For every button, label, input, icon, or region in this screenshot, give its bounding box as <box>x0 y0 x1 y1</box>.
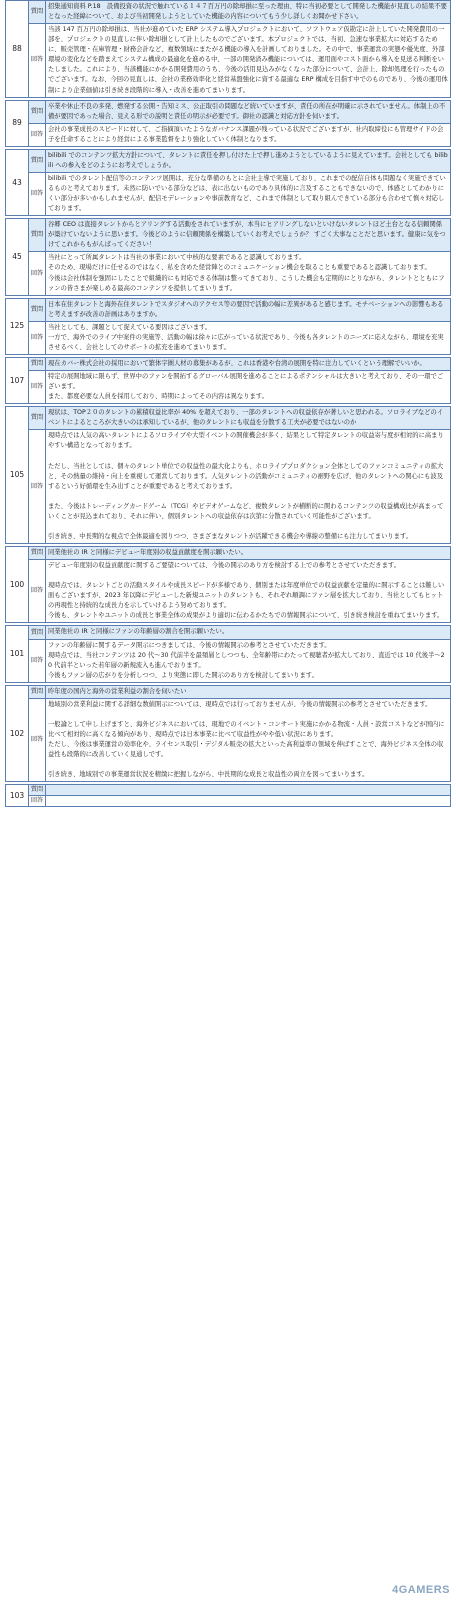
answer-row <box>6 698 451 782</box>
entry-number: 107 <box>6 357 29 403</box>
qa-entry-43 <box>5 149 451 216</box>
question-text: 日本在住タレントと海外在住タレントでスタジオへのアクセス等の要因で活動の幅に差異があると感じます。モチベーションへの影響もあると考えますが改善の計画はありますか。 <box>46 298 451 321</box>
question-row <box>6 626 451 639</box>
entry-number: 89 <box>6 100 29 146</box>
question-text: bilibili でのコンテンツ拡大方針について、タレントに責任を押し付けた上で押し進めようとしているように見えています。会社としても bilibili への参入をどのようにお考えでしょうか。 <box>46 149 451 172</box>
answer-text: 当社にとって所属タレントは当社の事業において中核的な要素であると認識しております。 そのため、現場だけに任せるのではなく、私を含めた経営陣とのコミュニケーション機会を取ることも重要であると認識しております。 今後は会社体制を強固にしたことで組織的にも対応できる体制は整ってきており、こうした機会も定期的にとりながら、タレントとともにファンの皆さまが楽しめる最高のコンテンツを提供してまいります。 <box>46 252 451 295</box>
question-label: 質問 <box>29 785 46 796</box>
entry-number: 103 <box>6 785 29 807</box>
answer-text: 当該 147 百万円の除却損は、当社が進めていた ERP システム導入プロジェクトにおいて、ソフトウェア仮勘定に計上していた開発費用の一部を、プロジェクトの見直しに伴い除却損として計上したものでございます。本プロジェクトでは、当初、急速な事業拡大に対応するために、販売管理・在庫管理・財務会計など、複数領域にまたがる機能の導入を計画しておりました。その中で、事業運営の実態や優先度、外部環境の変化などを踏まえてシステム構成の最適化を進める中、一部の開発済み機能については、運用面やコスト面から導入を見送る判断をいたしました。これにより、当該機能にかかる開発費用のうち、今後の活用見込みがなくなった部分について、会計上、除却処理を行ったものでございます。なお、今回の見直しは、会社の業務効率化と経営基盤強化に資する最適な ERP 構成を目指す中でのものであり、今後の運用体制により企業価値は引き続き段階的に導入・改善を進めてまいります。 <box>46 24 451 97</box>
question-text: 昨年度の国内と海外の営業利益の割合を伺いたい <box>46 685 451 698</box>
entry-number: 102 <box>6 685 29 782</box>
answer-row <box>6 252 451 295</box>
question-label: 質問 <box>29 1 46 24</box>
qa-entry-105 <box>5 406 451 544</box>
question-row <box>6 357 451 370</box>
qa-entry-101 <box>5 625 451 682</box>
answer-label: 回答 <box>29 252 46 295</box>
qa-entry-102 <box>5 685 451 783</box>
question-row <box>6 149 451 172</box>
question-label: 質問 <box>29 357 46 370</box>
answer-row <box>6 24 451 97</box>
answer-text: 現時点では人気の高いタレントによるソロライブや大型イベントの開催機会が多く、結果として特定タレントの収益寄与度が相対的に高まりやすい構造となっております。 ただし、当社としては、個々のタレント単位での収益性の最大化よりも、ホロライブプロダクション全体としてのファンコミュニティの拡大と、その熱量の維持・向上を重視して運営しております。人気タレントの活動がコミュニティの裾野を広げ、他のタレントへの関心にも波及するという好循環を生み出すことが重要であると考えております。 また、今後はトレーディングカードゲーム（TCG）やビデオゲームなど、複数タレントが横断的に関わるコンテンツの収益構成比が高まっていくことが見込まれており、それに伴い、個別タレントへの収益依存は次第に分散されていく可能性がございます。 引き続き、中長期的な視点で全体最適を図りつつ、さまざまなタレントが活躍できる機会や導線の整備にも注力してまいります。 <box>46 430 451 544</box>
answer-row <box>6 639 451 682</box>
entry-number: 88 <box>6 1 29 98</box>
qa-entry-125 <box>5 298 451 355</box>
question-label: 質問 <box>29 149 46 172</box>
question-text: 現在カバー株式会社の採用において繁体字圏人材の募集があるが、これは香港や台湾の展開を特に注力していくという理解でいいか。 <box>46 357 451 370</box>
answer-text: 会社の事業成長のスピードに対して、ご指摘頂いたようなガバナンス課題が残っている状況でございますが、社内取締役にも管理サイドの会子を任命することにより経営による事業監督をより強化していく体制となります。 <box>46 123 451 146</box>
answer-label: 回答 <box>29 321 46 354</box>
question-text <box>46 785 451 796</box>
answer-row <box>6 123 451 146</box>
answer-text: 当社としても、課題として捉えている要因はございます。 一方で、海外でのライブ中案件の実施等、活動の幅は徐々に広がっている状況であり、今後も各タレントのニーズに応えながら、環境を充実させるべく、会社としてのサポートの拡充を進めてまいります。 <box>46 321 451 354</box>
answer-text <box>46 796 451 807</box>
answer-text: bilibili でのタレント配信等のコンテンツ展開は、充分な準備のもとに会社主導で実施しており、これまでの配信自体も問題なく実施できているものと考えております。未然に防いでいる部分などは、表に出ないものであり具体的に言及することもできないので、体感としてわかりにくい部分が多いかもしれませんが、配信モデレーションや事前教育など、これまで体制として取り組んできている部分も合わせて慎々対応しております。 <box>46 172 451 215</box>
question-row <box>6 100 451 123</box>
entry-number: 101 <box>6 626 29 682</box>
answer-row <box>6 371 451 404</box>
question-row <box>6 685 451 698</box>
answer-label: 回答 <box>29 24 46 97</box>
question-label: 質問 <box>29 685 46 698</box>
answer-label: 回答 <box>29 172 46 215</box>
entry-number: 100 <box>6 547 29 623</box>
question-text: 招集通知資料 P.18 設備投資の状況で触れている１４７百万円の除却損に至った理由、特に当初必要として開発した機能が見直しの結果不要となった経緯について、および当初開発しようとしていた機能の内容についてもう少し詳しくお聞かせ下さい。 <box>46 1 451 24</box>
qa-entry-103 <box>5 784 451 807</box>
question-label: 質問 <box>29 298 46 321</box>
qa-entry-100 <box>5 546 451 623</box>
question-label: 質問 <box>29 100 46 123</box>
question-label: 質問 <box>29 407 46 430</box>
question-text: 現状は、TOP２０のタレントの累積収益比率が 40% を超えており、一部のタレントへの収益依存が著しいと思われる。ソロライブなどのイベントによるところが大きいのは承知しているが、他のタレントにも収益を分散する工夫が必要ではないのか <box>46 407 451 430</box>
question-row <box>6 785 451 796</box>
answer-label: 回答 <box>29 371 46 404</box>
question-text: 卒業や休止不良の多発、燃発する公開・告知ミス、公正取引の問題など続いていますが、責任の所在が明確に示されていません。体制上の不備が要因であった場合、見える形での説明と責任の明示が必要です。御社の認識と対応方針を伺います。 <box>46 100 451 123</box>
answer-text: ファンの年齢層に関するデータ開示につきましては、今後の情報開示の参考とさせていただきます。 現時点では、当社コンテンツは 20 代〜30 代前半を最頻層としつつも、全年齢帯にわたって視聴者が拡大しており、直近では 10 代後半〜20 代前半といった若年層の新規流入も進んでおります。 今後もファン層の広がりを分析しつつ、より実態に即した開示のあり方を検討してまいります。 <box>46 639 451 682</box>
answer-row <box>6 172 451 215</box>
answer-text: デビュー年度別の収益貢献度に関するご要望については、今後の開示のあり方を検討する上での参考とさせていただきます。 現時点では、タレントごとの活動スタイルや成長スピードが多様であり、個別または年度単位での収益貢献を定量的に開示することは難しい面もございますが、2023 年以降にデビューした新規ユニットのタレントも、それぞれ順調にファン層を拡大しており、当社としてもヒットの再現性と持続的な成長力を示していけるよう努めております。 今後も、タレントやユニットの成長と事業全体の成果がより適切に伝わるかたちでの情報開示について、引き続き検討を重ねてまいります。 <box>46 560 451 623</box>
answer-label: 回答 <box>29 698 46 782</box>
entry-number: 43 <box>6 149 29 215</box>
question-text: 同業他社の IR と同様にデビュー年度別の収益貢献度を開示願いたい。 <box>46 547 451 560</box>
entry-number: 45 <box>6 219 29 295</box>
qa-entry-88 <box>5 0 451 98</box>
question-row <box>6 219 451 252</box>
question-text: 同業他社の IR と同様にファンの年齢層の割合を開示願いたい。 <box>46 626 451 639</box>
answer-row <box>6 796 451 807</box>
question-label: 質問 <box>29 626 46 639</box>
answer-row <box>6 430 451 544</box>
question-row <box>6 298 451 321</box>
answer-label: 回答 <box>29 123 46 146</box>
qa-entry-89 <box>5 100 451 147</box>
answer-row <box>6 321 451 354</box>
qa-entry-107 <box>5 357 451 404</box>
question-text: 谷郷 CEO は直接タレントからとアリングする活動をされていますが、本当にヒアリングしないといけないタレントほど土台となる信頼関係が築けていないように思います。今後どのように信頼関係を構築していくお考えでしょうか？ すごく大事なことだと思います。健康に気をつけてこれからもがんばってください！ <box>46 219 451 252</box>
question-label: 質問 <box>29 547 46 560</box>
answer-label: 回答 <box>29 430 46 544</box>
question-row <box>6 1 451 24</box>
watermark-4gamers: 4GAMERS <box>392 1584 450 1596</box>
answer-text: 地域別の営業利益に関する詳細な数値開示については、現時点では行っておりませんが、今後の情報開示の参考とさせていただきます。 一般論として申し上げますと、海外ビジネスにおいては、現地でのイベント・コンサート実施にかかる物流・人員・設営コストなどが国内に比べて相対的に高くなる傾向があり、現時点では日本事業に比べて収益性がやや低い状況にあります。 ただし、今後は事業運営の効率化や、ライセンス取引・デジタル販売の拡大といった高利益率の領域を伸ばすことで、海外ビジネス全体の収益性も段階的に改善していく見通しです。 引き続き、地域別での事業運営状況を精緻に把握しながら、中長期的な成長と収益性の両立を図ってまいります。 <box>46 698 451 782</box>
qa-entry-45 <box>5 218 451 295</box>
answer-text: 特定の展開地域に限らず、世界中のファンを開拓するグローバル展開を進めることによるポテンシャルは大きいと考えており、その一環でございます。 また、都度必要な人員を採用しており、時期によってその内容は異なります。 <box>46 371 451 404</box>
answer-label: 回答 <box>29 560 46 623</box>
question-row <box>6 547 451 560</box>
answer-row <box>6 560 451 623</box>
answer-label: 回答 <box>29 796 46 807</box>
question-label: 質問 <box>29 219 46 252</box>
question-row <box>6 407 451 430</box>
entry-number: 125 <box>6 298 29 354</box>
answer-label: 回答 <box>29 639 46 682</box>
entry-number: 105 <box>6 407 29 544</box>
